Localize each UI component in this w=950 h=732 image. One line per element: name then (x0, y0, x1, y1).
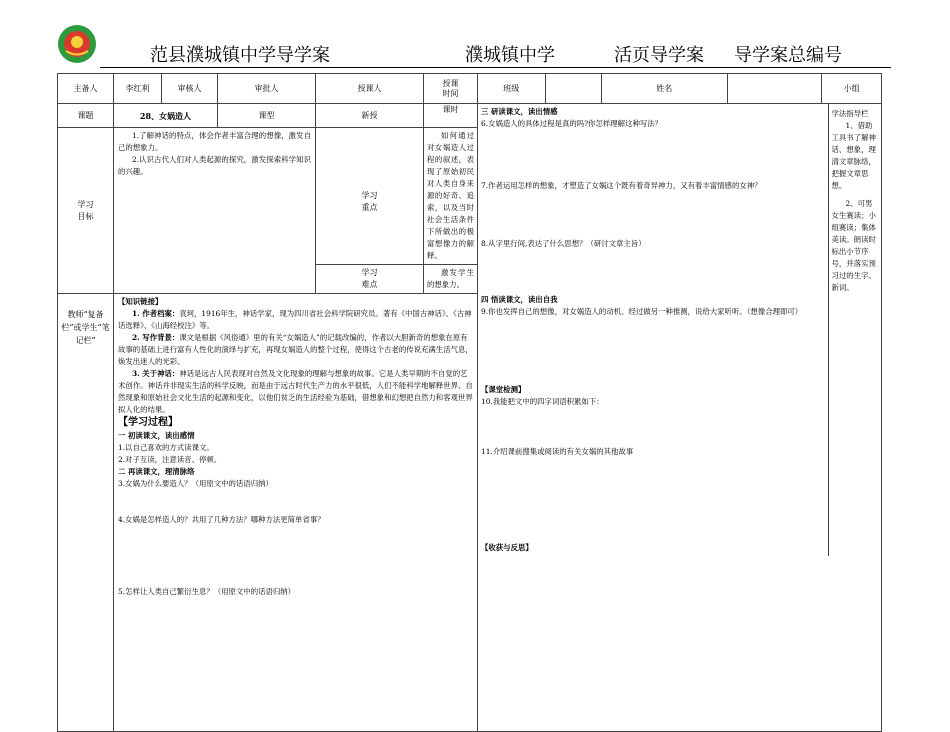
teacher-label: 授课人 (316, 74, 424, 104)
method-tip-1: 1、借助工具书了解神话、想象，理清文章脉络，把握文章思想。 (831, 121, 876, 190)
background-text: 课文是根据《风俗通》里的有关“女娲造人”的记载改编的，作者以大胆新奇的想象在原有故事的基础上进行富有人性化的演绎与扩充，再现女娲造人的整个过程，使得这个古老的传说充满生活气息，焕发出迷人的光彩。 (118, 333, 473, 366)
key-label-text: 学习 重点 (361, 191, 378, 212)
hours-label (424, 104, 478, 128)
author-text: 袁珂，1916年生，神话学家，现为四川省社会科学院研究员。著有《中国古神话》、《古神话选释》、《山海经校注》等。 (118, 309, 472, 330)
class-value (545, 74, 601, 104)
section-4-heading: 四 悟读课文，读出自我 (481, 295, 558, 304)
question-6: 6.女娲造人的具体过程是真的吗?你怎样理解这种写法？ (481, 119, 663, 128)
approver-label: 审批人 (218, 74, 316, 104)
check-heading: 【课堂检测】 (481, 385, 526, 394)
header-middle-title: 活页导学案 (614, 45, 704, 66)
type-label: 课型 (218, 104, 316, 128)
myth-label: 3. 关于神话： (132, 369, 180, 378)
hours-label-text: 课时 (442, 105, 459, 114)
time-label: 授课 时间 (424, 74, 478, 104)
preparer-value: 李红利 (114, 74, 162, 104)
question-4: 4.女娲是怎样造人的？共用了几种方法？哪种方法更简单省事？ (118, 515, 325, 524)
step-1-1: 1.以自己喜欢的方式读课文。 (118, 443, 214, 452)
class-label: 班级 (478, 74, 546, 104)
myth-text: 神话是远古人民表现对自然及文化现象的理解与想象的故事。它是人类早期的不自觉的艺术创作。神话并非现实生活的科学反映，而是由于远古时代生产力的水平很低，人们不能科学地解释世界、自然现象和原始社会文化生活的起源和变化，以他们贫乏的生活经验为基础，借想象和幻想把自然力和客观世界拟人化的结果。 (118, 369, 473, 414)
goal-1: 1.了解神话的特点，体会作者丰富合理的想像，激发自己的想象力。 (118, 131, 311, 152)
study-column (478, 104, 828, 556)
goals-text (114, 128, 316, 294)
background-label: 2. 写作背景： (132, 333, 180, 342)
question-11: 11.介绍课前搜集或阅读的有关女娲的其他故事 (481, 447, 634, 456)
teacher-notes-column (58, 294, 114, 732)
question-9: 9.你也发挥自己的想像，对女娲造人的动机、经过做另一种推测，说给大家听听。（想像合理即可） (481, 307, 803, 316)
step-1-2: 2.对子互读，注意读音、停顿。 (118, 455, 222, 464)
name-value (727, 74, 822, 104)
section-1-heading: 一 初读课文，读出感情 (118, 431, 195, 440)
header-right-title: 导学案总编号 (734, 45, 842, 66)
teacher-notes-label: 教师“复备栏”或学生“笔记栏” (61, 310, 110, 345)
knowledge-background (118, 332, 473, 368)
knowledge-column (114, 294, 478, 732)
question-10: 10.我能把文中的四字词语积累如下： (481, 397, 604, 406)
difficult-label: 学习 难点 (316, 265, 424, 294)
method-heading: 学法指导栏 (831, 109, 869, 118)
group-label: 小组 (822, 74, 882, 104)
lesson-table (57, 73, 882, 732)
knowledge-heading: 【知识链接】 (118, 297, 163, 306)
header-underline (100, 67, 891, 68)
key-text: 如何通过对女娲造人过程的叙述，表现了原始初民对人类自身来源的好奇、追索，以及当时社会生活条件下所做出的极富想像力的解释。 (424, 128, 478, 265)
question-8: 8.从字里行间,表达了什么思想？（研讨文章主旨） (481, 239, 646, 248)
reviewer-label: 审核人 (162, 74, 218, 104)
header-left-title: 范县濮城镇中学导学案 (150, 45, 330, 66)
goals-label: 学习 目标 (58, 128, 114, 294)
harvest-heading: 【收获与反思】 (481, 543, 533, 552)
name-label: 姓名 (601, 74, 727, 104)
question-3: 3.女娲为什么要造人？（用原文中的话语归纳） (118, 479, 273, 488)
section-2-heading: 二 再读课文，理清脉络 (118, 467, 195, 476)
difficult-text: 激发学生的想象力。 (424, 265, 478, 294)
key-label (316, 128, 424, 265)
header-school: 濮城镇中学 (465, 45, 555, 66)
right-content-area (478, 104, 882, 732)
author-label: 1. 作者档案： (132, 309, 180, 318)
question-7: 7.作者运用怎样的想象，才塑造了女娲这个既有着奇异神力，又有着丰富情感的女神？ (481, 181, 762, 190)
topic-value: 28、女娲造人 (114, 104, 218, 128)
knowledge-author (118, 308, 473, 332)
method-column (828, 104, 881, 556)
knowledge-myth (118, 368, 473, 416)
goal-2: 2.认识古代人们对人类起源的探究，激发探索科学知识的兴趣。 (118, 155, 311, 176)
type-value: 新授 (316, 104, 424, 128)
school-logo (57, 24, 97, 64)
question-5: 5.怎样让人类自己繁衍生息？（用原文中的话语归纳） (118, 587, 296, 596)
process-heading: 【学习过程】 (118, 417, 178, 428)
method-tip-2: 2、可男女生赛读；小组赛读；集体美读。朗读时标出小节序号，并落实预习过的生字、新词。 (831, 199, 876, 292)
section-3-heading: 三 研读课文，读出情感 (481, 107, 558, 116)
preparer-label: 主备人 (58, 74, 114, 104)
topic-label: 课题 (58, 104, 114, 128)
